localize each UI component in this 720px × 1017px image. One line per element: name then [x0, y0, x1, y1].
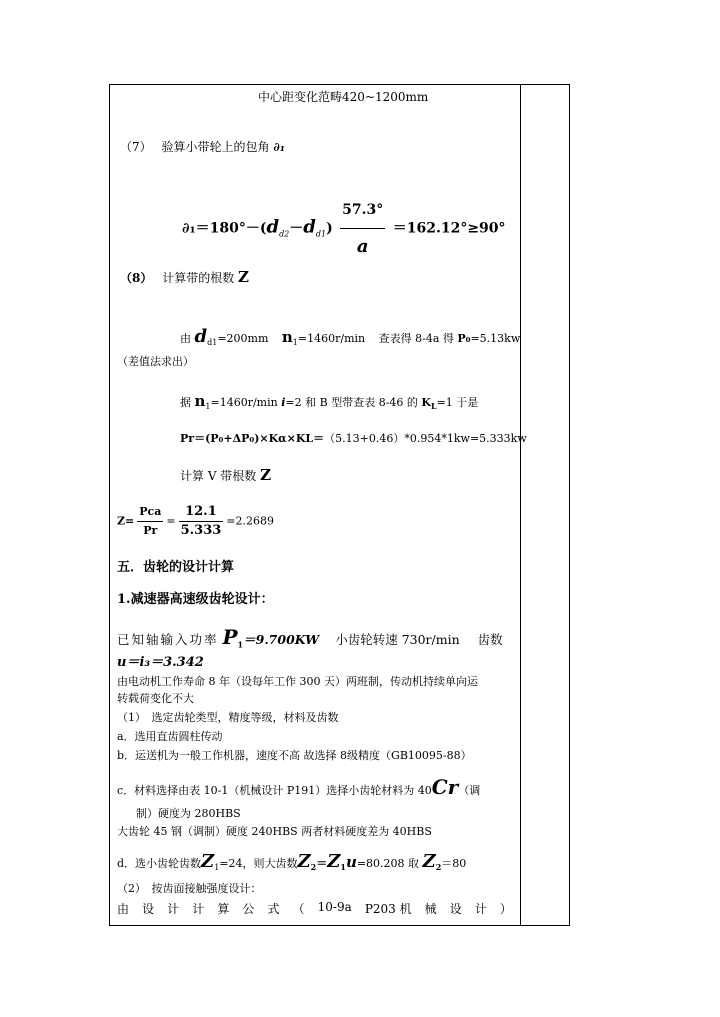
lookup2-i-val: =2 和 B 型带查表 8-46 的: [285, 396, 418, 409]
step-1: （1） 选定齿轮类型，精度等级，材料及齿数: [117, 711, 339, 724]
lookup2-n-val: =1460r/min: [210, 396, 278, 409]
item-c: [117, 776, 480, 802]
z-lhs: Z=: [117, 514, 135, 528]
calc-v-belt-symbol: Z: [260, 466, 272, 484]
z-num2: 12.1: [179, 503, 224, 522]
item-c-cr: Cr: [431, 775, 459, 799]
item-d-z2-eq: ＝: [316, 857, 328, 870]
item-d-z1: Z: [201, 851, 215, 872]
z-rhs: =2.2689: [226, 514, 275, 528]
lookup1-dd: d: [194, 326, 208, 347]
step7-text: 验算小带轮上的包角: [161, 140, 270, 154]
fraction-num: 57.3°: [340, 192, 385, 229]
formula-rhs: ＝162.12°≥90°: [392, 220, 506, 237]
pr-formula-rhs: （5.13+0.46）*0.954*1kw=5.333kw: [324, 432, 527, 445]
formula-lhs: ∂₁＝180°－(: [182, 220, 267, 237]
design-word: 设: [142, 902, 155, 916]
calc-v-belt: [180, 468, 271, 484]
lookup1-p0-val: =5.13kw: [470, 332, 521, 345]
service-life-2: 转载荷变化不大: [117, 692, 194, 705]
item-d: d．选小齿轮齿数$Z_1=24$，则大齿数$Z_2=Z_1u=80.208$ 取 $Z_2=80$: [117, 851, 467, 873]
item-d-z2: Z: [297, 851, 311, 872]
given-input-a: 已知轴输入功率: [117, 632, 219, 647]
design-word: 械: [424, 902, 437, 916]
design-word: 式: [267, 902, 280, 916]
design-word: 计: [167, 902, 180, 916]
design-word: 10-9a: [317, 900, 352, 914]
design-word: （: [292, 902, 305, 916]
lookup2-kl-val: =1 于是: [436, 396, 479, 409]
lookup-line-2: 据 $n_1=1460r/\min$ i=2 和 B 型带查表 8-46 的 $K_L=1$ 于是: [180, 392, 479, 412]
lookup1-prefix: 由: [180, 332, 191, 345]
given-input-line: 已知轴输入功率 $P_1=9.700KW$ 小齿轮转速 730r/min 齿数: [117, 625, 503, 650]
lookup2-i: i: [281, 396, 286, 409]
design-word: 由: [117, 902, 130, 916]
fraction-den: a: [356, 236, 369, 257]
design-word: 计: [474, 902, 487, 916]
step7-label: （7）: [120, 140, 152, 154]
design-formula-line: [117, 900, 512, 917]
item-d-z2-val: =80.208 取: [356, 857, 420, 870]
lookup1-mid: 查表得 8-4a 得: [378, 332, 454, 345]
z-num1: Pca: [137, 503, 163, 522]
formula-d1: d: [303, 216, 316, 238]
item-b: b．运送机为一般工作机器，速度不高 故选择 8级精度（GB10095-88）: [117, 749, 472, 762]
design-word: 设: [449, 902, 462, 916]
item-d-z2b: Z: [327, 851, 341, 872]
column-divider: [520, 84, 521, 926]
formula-fraction: [340, 192, 385, 265]
design-word: ）: [499, 902, 512, 916]
formula-d2: d: [266, 216, 280, 238]
step7-symbol: ∂₁: [273, 140, 285, 154]
step8-symbol: Z: [238, 268, 249, 286]
z-formula: [117, 503, 274, 540]
lookup1-n: n: [281, 328, 293, 346]
wrap-angle-formula: $\partial_1=180^\circ-(d_{d2}-d_{d1})$ $\frac{57.3^\circ}{a}$ ＝162.12°≥90°: [182, 192, 506, 265]
given-input-p: P: [222, 625, 238, 649]
item-d-u: u: [345, 853, 357, 871]
item-c-b: （调: [458, 784, 481, 797]
step8-text: 计算带的根数: [162, 271, 235, 285]
service-life-1: 由电动机工作寿命 8 年（设每年工作 300 天）两班制，传动机持续单向运: [117, 675, 478, 688]
design-word: 公: [242, 902, 255, 916]
section-5-heading: 五．齿轮的设计计算: [117, 560, 235, 575]
step-2: （2） 按齿面接触强度设计：: [117, 882, 262, 895]
item-d-z2c-val: ＝80: [441, 857, 467, 870]
pr-formula-lhs: Pr＝(P₀+ΔP₀)×Kα×KL＝: [180, 432, 325, 445]
lookup1-p0: P₀: [457, 332, 471, 345]
item-c-a: c．材料选择由表 10-1（机械设计 P191）选择小齿轮材料为 40: [117, 784, 432, 797]
step8-heading: [120, 270, 249, 286]
item-d-z2c: Z: [422, 851, 436, 872]
item-d-z1-val: =24，则大齿数: [219, 857, 298, 870]
formula-close: ): [326, 220, 333, 237]
step7-heading: [120, 140, 285, 155]
design-word: 计: [192, 902, 205, 916]
item-c2: 制）硬度为 280HBS: [136, 807, 241, 820]
center-distance-line: 中心距变化范畴420~1200mm: [258, 90, 429, 104]
pr-formula: [180, 431, 527, 446]
design-word: P203 机: [364, 902, 412, 916]
calc-v-belt-text: 计算 V 带根数: [180, 469, 257, 483]
lookup2-n: n: [194, 392, 206, 410]
given-input-pval: ＝9.700KW: [243, 632, 320, 647]
design-word: 算: [217, 902, 230, 916]
big-gear-line: 大齿轮 45 钢（调制）硬度 240HBS 两者材料硬度差为 40HBS: [117, 825, 432, 838]
u-formula: u＝i₃＝3.342: [117, 655, 204, 670]
lookup-line-1: 由 $d_{d1}=200mm$ $n_1=1460r/\min$ 查表得 8-4a 得 P₀=5.13kw: [180, 326, 521, 348]
item-a: a．选用直齿圆柱传动: [117, 730, 223, 743]
z-den2: 5.333: [180, 523, 222, 538]
step8-label: （8）: [120, 271, 153, 285]
z-den1: Pr: [143, 524, 158, 537]
given-input-b: 小齿轮转速 730r/min: [335, 632, 460, 647]
given-input-c: 齿数: [477, 632, 503, 647]
z-frac-2: [179, 503, 224, 540]
lookup1-n-val: =1460r/min: [297, 332, 366, 345]
item-d-a: d．选小齿轮齿数: [117, 857, 202, 870]
lookup2-kl: K: [421, 396, 431, 409]
interp-note: （差值法求出）: [117, 355, 194, 368]
formula-minus: －: [289, 220, 304, 237]
lookup1-dd-val: =200mm: [217, 332, 269, 345]
subsection-1-heading: 1.减速器高速级齿轮设计：: [117, 592, 274, 607]
lookup2-prefix: 据: [180, 396, 191, 409]
z-frac-1: [137, 503, 163, 540]
z-eq: =: [166, 514, 176, 528]
